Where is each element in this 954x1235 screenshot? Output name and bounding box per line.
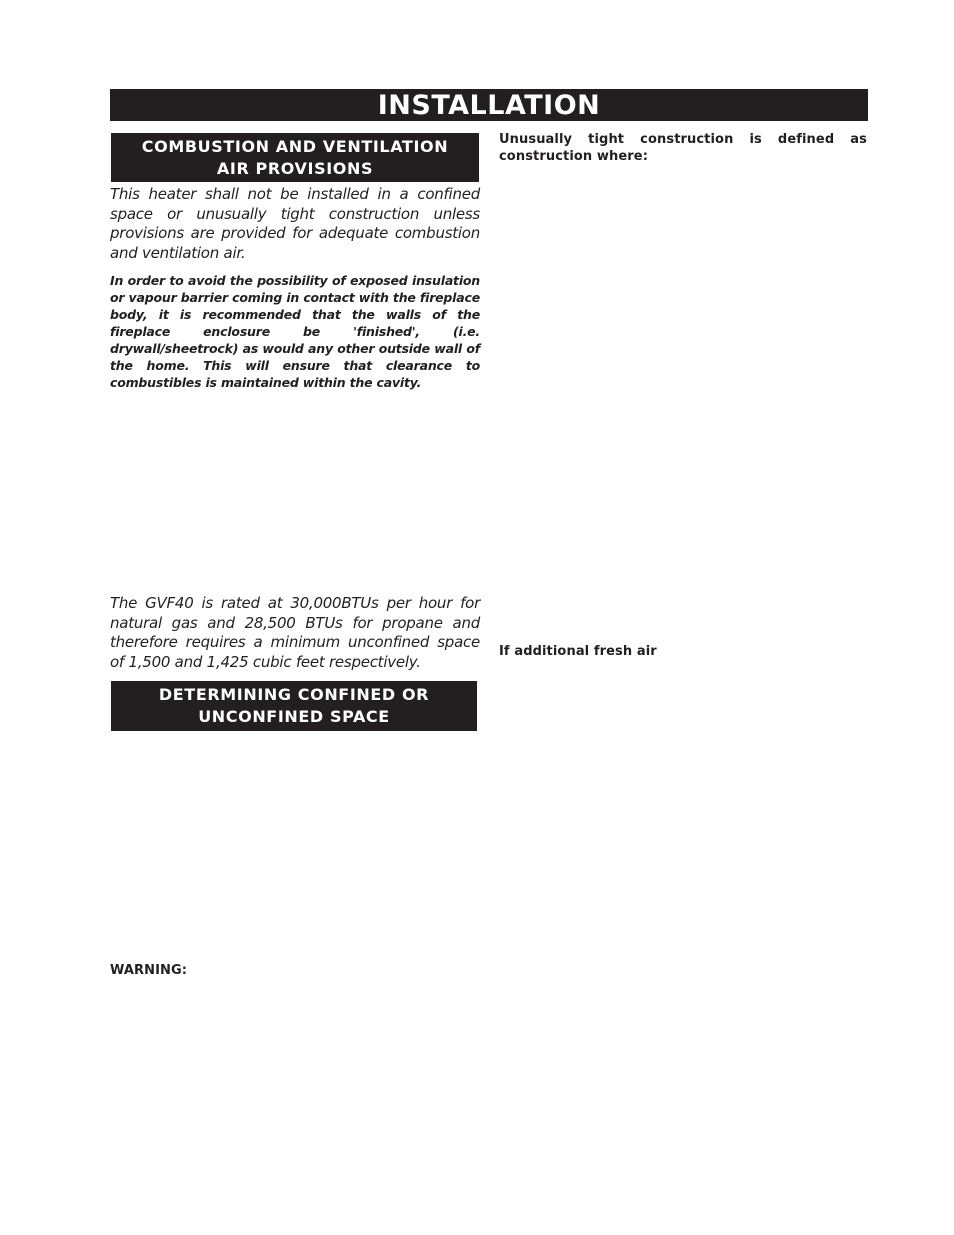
section-heading-line: AIR PROVISIONS (216, 158, 374, 178)
warning-label: WARNING: (110, 963, 188, 978)
section-heading-determining-space (111, 681, 477, 731)
paragraph-confined-space: This heater shall not be installed in a confined space or unusually tight construction unless provisions are provided for adequate combustion and ventilation air. (110, 185, 480, 262)
section-heading-line: UNCONFINED SPACE (198, 707, 390, 726)
section-heading-line: COMBUSTION AND VENTILATION (141, 136, 449, 156)
page-title: INSTALLATION (110, 89, 868, 121)
paragraph-insulation-note: In order to avoid the possibility of exposed insulation or vapour barrier coming in contact with the fireplace body, it is recommended that the walls of the fireplace enclosure be 'finished', (i.e. drywall/sheetrock) as would any other outside wall of the home. This will ensure that clearance to combustibles is maintained within the cavity. (110, 273, 480, 390)
paragraph-btu-rating: The GVF40 is rated at 30,000BTUs per hour for natural gas and 28,500 BTUs for propane and therefore requires a minimum unconfined space of 1,500 and 1,425 cubic feet respectively. (110, 594, 480, 671)
paragraph-tight-construction: Unusually tight construction is defined as construction where: (499, 132, 867, 164)
paragraph-fresh-air: If additional fresh air (499, 644, 657, 659)
section-heading-combustion-ventilation (111, 133, 479, 182)
section-heading-line: DETERMINING CONFINED OR (158, 685, 430, 704)
